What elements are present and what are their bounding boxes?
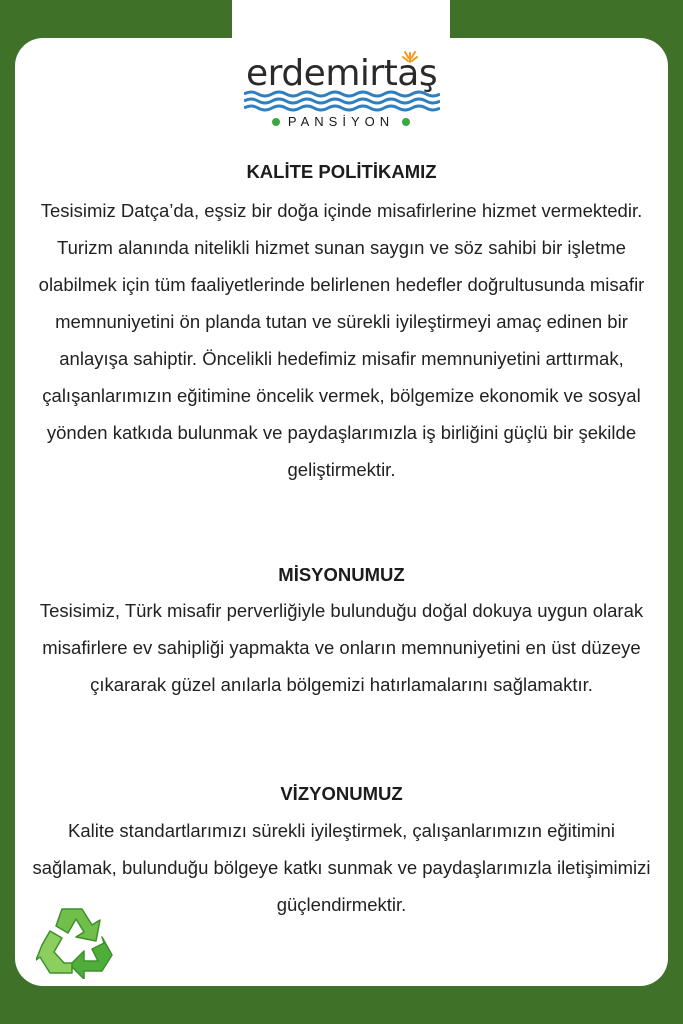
green-dot-icon [272,118,280,126]
waves-icon [244,90,440,112]
section-title-quality-policy: KALİTE POLİTİKAMIZ [246,161,437,182]
section-title-mission: MİSYONUMUZ [278,564,405,585]
section-body-vision: Kalite standartlarımızı sürekli iyileştirmek, çalışanlarımızın eğitimini sağlamak, bulunduğu bölgeye katkı sunmak ve paydaşlarımızla iletişimimizi güçlendirmektir. [32,820,651,915]
section-title-vision: VİZYONUMUZ [280,783,403,804]
logo-subtitle-text: PANSİYON [287,114,395,129]
section-body-mission: Tesisimiz, Türk misafir perverliğiyle bulunduğu doğal dokuya uygun olarak misafirlere ev sahipliği yapmakta ve onların memnuniyetini en üst düzeye çıkararak güzel anılarla bölgemizi hatırlamalarını sağlamaktır. [39,600,644,695]
recycle-icon [36,905,116,979]
logo-subtitle [232,112,450,132]
green-dot-icon [402,118,410,126]
logo-wordmark: erdemirtaş [246,53,438,94]
logo [232,50,450,140]
section-body-quality-policy: Tesisimiz Datça’da, eşsiz bir doğa içinde misafirlerine hizmet vermektedir. Turizm alanında nitelikli hizmet sunan saygın ve söz sahibi bir işletme olabilmek için tüm faaliyetlerinde belirlenen hedefler doğrultusunda misafir memnuniyetini ön planda tutan ve sürekli iyileştirmeyi amaç edinen bir anlayışa sahiptir. Öncelikli hedefimiz misafir memnuniyetini arttırmak, çalışanlarımızın eğitimine öncelik vermek, bölgemize ekonomik ve sosyal yönden katkıda bulunmak ve paydaşlarımızla iş birliğini güçlü bir şekilde geliştirmektir. [38,200,645,480]
